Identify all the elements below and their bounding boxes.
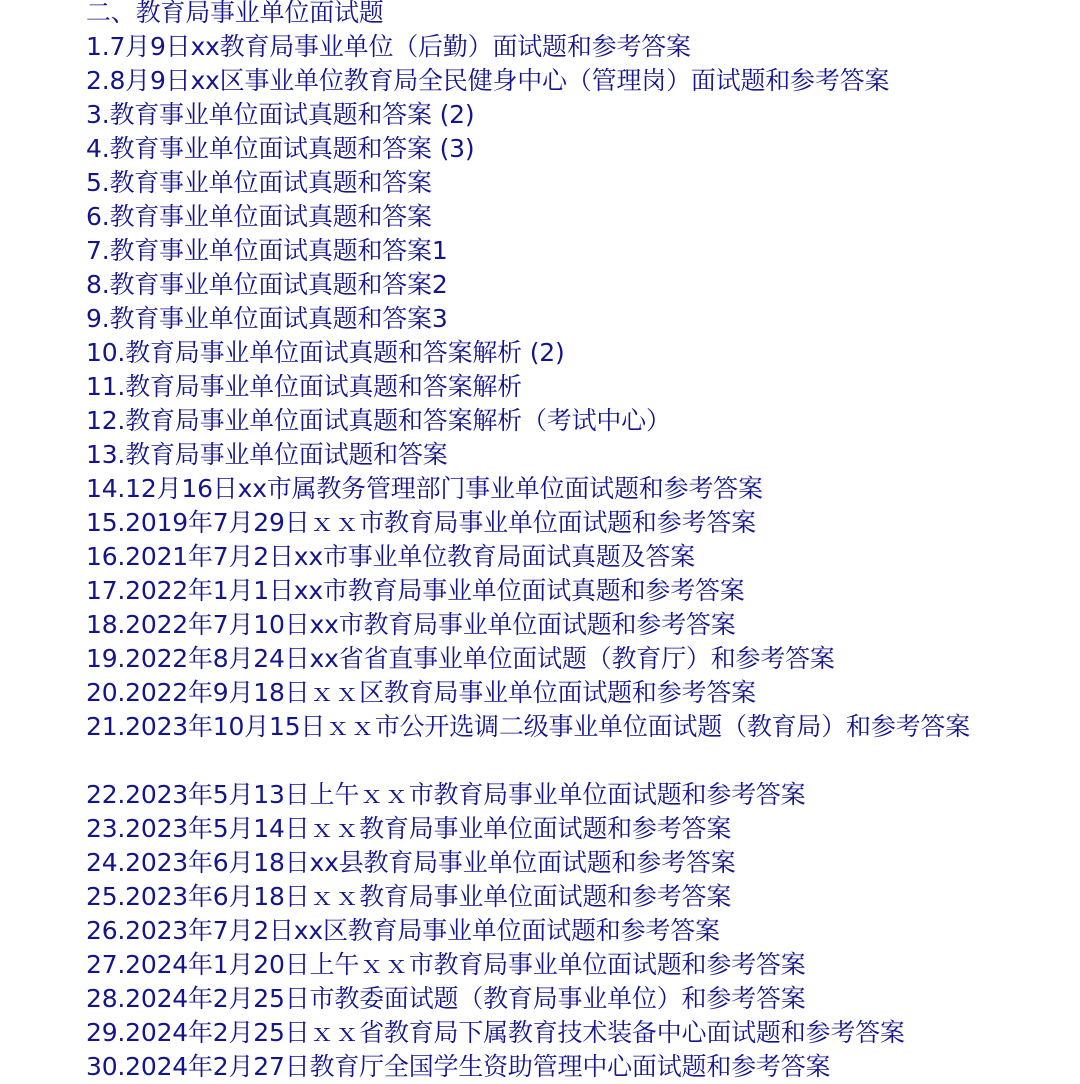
item-text: 2022年8月24日xx省省直事业单位面试题（教育厅）和参考答案 <box>125 644 835 673</box>
list-item <box>86 540 1056 574</box>
list-item <box>86 132 1056 166</box>
item-text: 2024年1月20日上午ｘｘ市教育局事业单位面试题和参考答案 <box>125 950 806 979</box>
list-item <box>86 200 1056 234</box>
item-text: 教育事业单位面试真题和答案 <box>109 202 432 231</box>
item-text: 教育事业单位面试真题和答案1 <box>109 236 448 265</box>
item-number: 16. <box>86 542 126 571</box>
item-text: 教育事业单位面试真题和答案2 <box>109 270 448 299</box>
item-number: 28. <box>86 984 126 1013</box>
item-number: 2. <box>86 66 110 95</box>
item-number: 23. <box>86 814 126 843</box>
list-item <box>86 438 1056 472</box>
item-number: 18. <box>86 610 126 639</box>
item-number: 13. <box>86 440 126 469</box>
item-text: 2024年2月27日教育厅全国学生资助管理中心面试题和参考答案 <box>125 1052 831 1081</box>
item-text: 12月16日xx市属教务管理部门事业单位面试题和参考答案 <box>125 474 763 503</box>
item-text: 教育事业单位面试真题和答案3 <box>109 304 448 333</box>
item-text: 2023年10月15日ｘｘ市公开选调二级事业单位面试题（教育局）和参考答案 <box>125 712 971 741</box>
item-number: 12. <box>86 406 126 435</box>
item-number: 22. <box>86 780 126 809</box>
item-text: 2022年7月10日xx市教育局事业单位面试题和参考答案 <box>125 610 736 639</box>
item-number: 10. <box>86 338 126 367</box>
item-text: 2023年7月2日xx区教育局事业单位面试题和参考答案 <box>125 916 720 945</box>
item-text: 2023年6月18日ｘｘ教育局事业单位面试题和参考答案 <box>125 882 732 911</box>
item-number: 1. <box>86 32 110 61</box>
item-number: 19. <box>86 644 126 673</box>
item-number: 14. <box>86 474 126 503</box>
item-text: 教育局事业单位面试题和答案 <box>125 440 448 469</box>
list-item <box>86 574 1056 608</box>
item-number: 9. <box>86 304 110 333</box>
list-item <box>86 404 1056 438</box>
list-item <box>86 1016 1056 1050</box>
list-item <box>86 846 1056 880</box>
item-number: 17. <box>86 576 126 605</box>
item-text: 2024年2月25日ｘｘ省教育局下属教育技术装备中心面试题和参考答案 <box>125 1018 905 1047</box>
item-text: 2024年2月25日市教委面试题（教育局事业单位）和参考答案 <box>125 984 806 1013</box>
item-number: 26. <box>86 916 126 945</box>
list-item <box>86 370 1056 404</box>
item-text: 2023年6月18日xx县教育局事业单位面试题和参考答案 <box>125 848 736 877</box>
item-number: 11. <box>86 372 126 401</box>
list-item <box>86 268 1056 302</box>
list-item <box>86 778 1056 812</box>
item-text: 7月9日xx教育局事业单位（后勤）面试题和参考答案 <box>109 32 691 61</box>
item-number: 15. <box>86 508 126 537</box>
list-item <box>86 982 1056 1016</box>
item-text: 教育局事业单位面试真题和答案解析 <box>125 372 522 401</box>
list-item <box>86 608 1056 642</box>
list-item <box>86 812 1056 846</box>
item-number: 30. <box>86 1052 126 1081</box>
list-item <box>86 234 1056 268</box>
list-item <box>86 506 1056 540</box>
item-text: 教育事业单位面试真题和答案 (2) <box>109 100 475 129</box>
list-item <box>86 30 1056 64</box>
item-text: 教育事业单位面试真题和答案 (3) <box>109 134 475 163</box>
item-number: 6. <box>86 202 110 231</box>
item-text: 教育事业单位面试真题和答案 <box>109 168 432 197</box>
list-item <box>86 710 1056 778</box>
item-number: 27. <box>86 950 126 979</box>
item-number: 3. <box>86 100 110 129</box>
list-item <box>86 1050 1056 1084</box>
list-item <box>86 98 1056 132</box>
list-item <box>86 472 1056 506</box>
item-text: 2019年7月29日ｘｘ市教育局事业单位面试题和参考答案 <box>125 508 756 537</box>
item-text: 2022年1月1日xx市教育局事业单位面试真题和参考答案 <box>125 576 745 605</box>
item-text: 2022年9月18日ｘｘ区教育局事业单位面试题和参考答案 <box>125 678 756 707</box>
item-number: 21. <box>86 712 126 741</box>
item-text: 2023年5月13日上午ｘｘ市教育局事业单位面试题和参考答案 <box>125 780 806 809</box>
list-item <box>86 336 1056 370</box>
document-list <box>86 0 1056 1084</box>
item-number: 20. <box>86 678 126 707</box>
item-number: 29. <box>86 1018 126 1047</box>
list-item <box>86 64 1056 98</box>
item-text: 2021年7月2日xx市事业单位教育局面试真题及答案 <box>125 542 695 571</box>
item-number: 5. <box>86 168 110 197</box>
section-title: 二、教育局事业单位面试题 <box>86 0 384 27</box>
list-item <box>86 676 1056 710</box>
list-item <box>86 642 1056 676</box>
item-text: 2023年5月14日ｘｘ教育局事业单位面试题和参考答案 <box>125 814 732 843</box>
item-number: 24. <box>86 848 126 877</box>
item-number: 7. <box>86 236 110 265</box>
item-number: 8. <box>86 270 110 299</box>
item-number: 25. <box>86 882 126 911</box>
list-item <box>86 880 1056 914</box>
item-number: 4. <box>86 134 110 163</box>
list-item <box>86 914 1056 948</box>
list-item <box>86 948 1056 982</box>
item-text: 教育局事业单位面试真题和答案解析（考试中心） <box>125 406 671 435</box>
list-item <box>86 166 1056 200</box>
list-item <box>86 302 1056 336</box>
item-text: 教育局事业单位面试真题和答案解析 (2) <box>125 338 565 367</box>
item-text: 8月9日xx区事业单位教育局全民健身中心（管理岗）面试题和参考答案 <box>109 66 890 95</box>
